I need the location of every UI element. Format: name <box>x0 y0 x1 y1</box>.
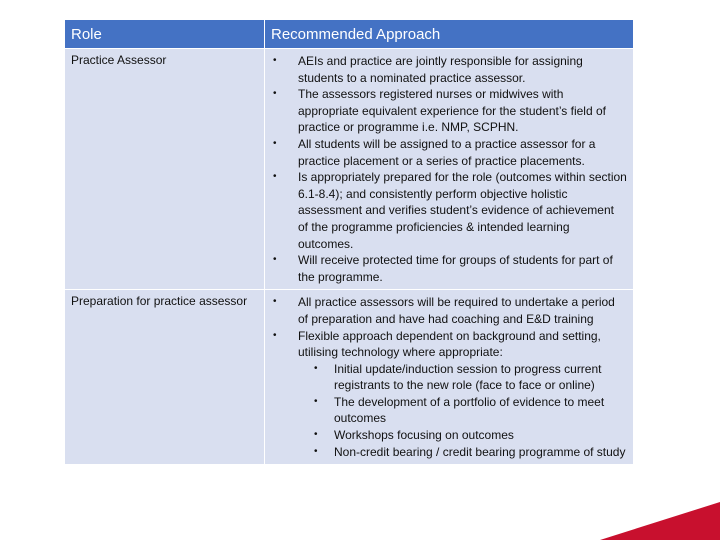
list-item: • Is appropriately prepared for the role (outcomes within section 6.1-8.4); and consistently perform objective holistic assessment and verifies student’s evidence of achievement of the programme proficiencies & intended learning outcomes. <box>298 169 627 252</box>
table-row <box>65 49 634 290</box>
sub-list <box>298 361 627 461</box>
sub-list-item: • Non-credit bearing / credit bearing programme of study <box>334 444 627 461</box>
approach-cell <box>265 290 634 465</box>
list-item <box>298 328 627 461</box>
list-item-text: Flexible approach dependent on background and setting, utilising technology where appropriate: <box>298 328 601 360</box>
header-role: Role <box>65 20 265 49</box>
role-cell: Preparation for practice assessor <box>65 290 265 465</box>
table-header-row <box>65 20 634 49</box>
approach-list <box>271 294 627 460</box>
header-approach: Recommended Approach <box>265 20 634 49</box>
approach-list <box>271 53 627 285</box>
approach-table <box>64 19 634 465</box>
table-row <box>65 290 634 465</box>
approach-cell <box>265 49 634 290</box>
sub-list-item: • Workshops focusing on outcomes <box>334 427 627 444</box>
list-item: • All students will be assigned to a practice assessor for a practice placement or a series of practice placements. <box>298 136 627 169</box>
sub-list-item: • Initial update/induction session to progress current registrants to the new role (face to face or online) <box>334 361 627 394</box>
list-item: • Will receive protected time for groups of students for part of the programme. <box>298 252 627 285</box>
list-item: • AEIs and practice are jointly responsible for assigning students to a nominated practice assessor. <box>298 53 627 86</box>
corner-accent <box>600 502 720 540</box>
list-item: • All practice assessors will be required to undertake a period of preparation and have had coaching and E&D training <box>298 294 627 327</box>
sub-list-item: • The development of a portfolio of evidence to meet outcomes <box>334 394 627 427</box>
role-cell: Practice Assessor <box>65 49 265 290</box>
list-item: • The assessors registered nurses or midwives with appropriate equivalent experience for the student’s field of practice or programme i.e. NMP, SCPHN. <box>298 86 627 136</box>
